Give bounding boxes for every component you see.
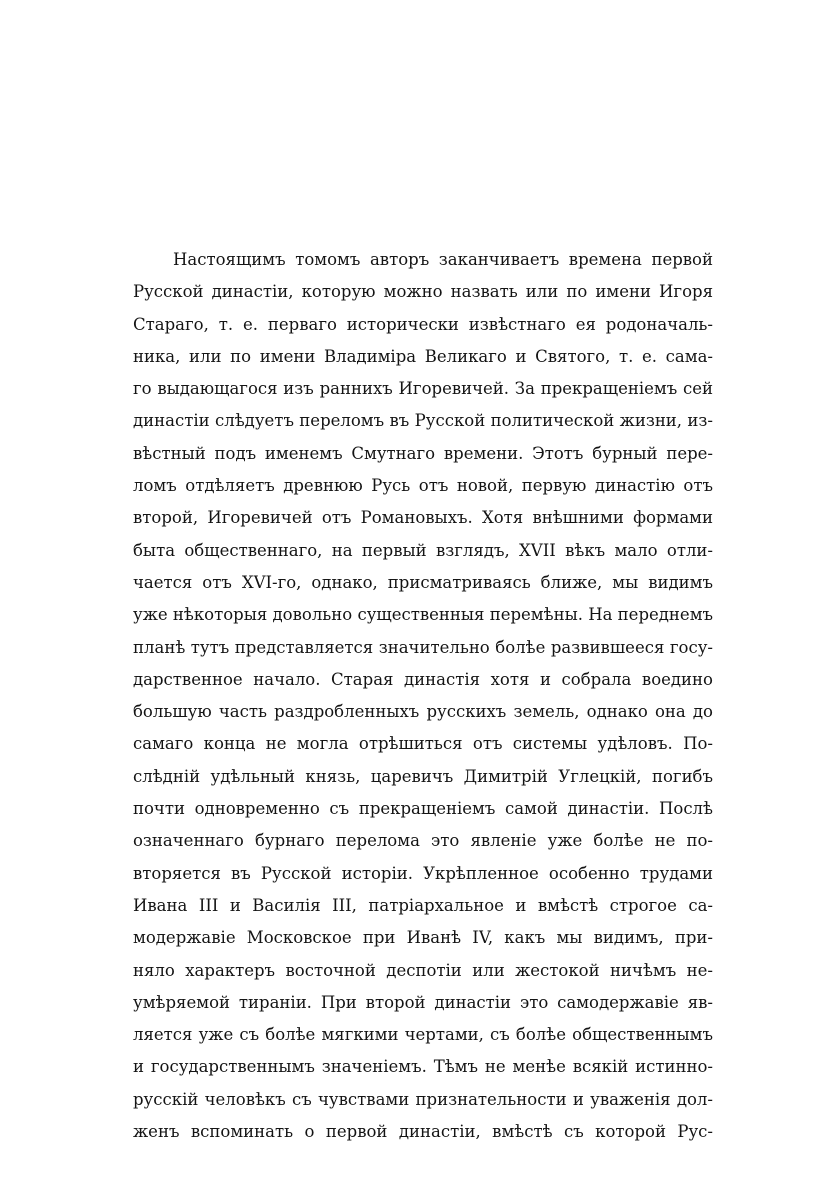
text-line: означеннаго бурнаго перелома это явленіе уже болѣе не по- — [133, 831, 713, 851]
text-line: чается отъ XVI-го, однако, присматриваясь ближе, мы видимъ — [133, 572, 713, 592]
text-line: дарственное начало. Старая династія хотя и собрала воедино — [133, 669, 713, 689]
text-line: ника, или по имени Владиміра Великаго и Святого, т. е. сама- — [133, 346, 713, 366]
text-line: ляется уже съ болѣе мягкими чертами, съ болѣе общественнымъ — [133, 1025, 713, 1045]
text-line: планѣ тутъ представляется значительно болѣе развившееся госу- — [133, 637, 713, 657]
text-line: ломъ отдѣляетъ древнюю Русь отъ новой, первую династію отъ — [133, 476, 713, 496]
text-line: почти одновременно съ прекращеніемъ самой династіи. Послѣ — [133, 799, 713, 819]
text-line: вѣстный подъ именемъ Смутнаго времени. Этотъ бурный пере- — [133, 443, 713, 463]
text-line: Стараго, т. е. перваго исторически извѣстнаго ея родоначаль- — [133, 314, 713, 334]
body-paragraph — [133, 244, 713, 1148]
text-line: Ивана III и Василія III, патріархальное и вмѣстѣ строгое са- — [133, 895, 713, 915]
text-line: женъ вспоминать о первой династіи, вмѣстѣ съ которой Рус- — [133, 1122, 713, 1142]
text-line: династіи слѣдуетъ переломъ въ Русской политической жизни, из- — [133, 411, 713, 431]
text-line: го выдающагося изъ раннихъ Игоревичей. За прекращеніемъ сей — [133, 379, 713, 399]
text-line: большую часть раздробленныхъ русскихъ земель, однако она до — [133, 702, 713, 722]
text-line: русскій человѣкъ съ чувствами признательности и уваженія дол- — [133, 1089, 713, 1109]
text-line: умѣряемой тираніи. При второй династіи это самодержавіе яв- — [133, 992, 713, 1012]
text-line: уже нѣкоторыя довольно существенныя перемѣны. На переднемъ — [133, 605, 713, 625]
text-line: модержавіе Московское при Иванѣ IV, какъ мы видимъ, при- — [133, 928, 713, 948]
text-line: слѣдній удѣльный князь, царевичъ Димитрій Углецкій, погибъ — [133, 766, 713, 786]
text-line: быта общественнаго, на первый взглядъ, XVII вѣкъ мало отли- — [133, 540, 713, 560]
text-line: Русской династіи, которую можно назвать или по имени Игоря — [133, 282, 713, 302]
text-line: вторяется въ Русской исторіи. Укрѣпленное особенно трудами — [133, 863, 713, 883]
text-line: второй, Игоревичей отъ Романовыхъ. Хотя внѣшними формами — [133, 508, 713, 528]
text-line: няло характеръ восточной деспотіи или жестокой ничѣмъ не- — [133, 960, 713, 980]
text-line: самаго конца не могла отрѣшиться отъ системы удѣловъ. По- — [133, 734, 713, 754]
text-line: Настоящимъ томомъ авторъ заканчиваетъ времена первой — [173, 250, 713, 269]
text-line: и государственнымъ значеніемъ. Тѣмъ не менѣе всякій истинно- — [133, 1057, 713, 1077]
